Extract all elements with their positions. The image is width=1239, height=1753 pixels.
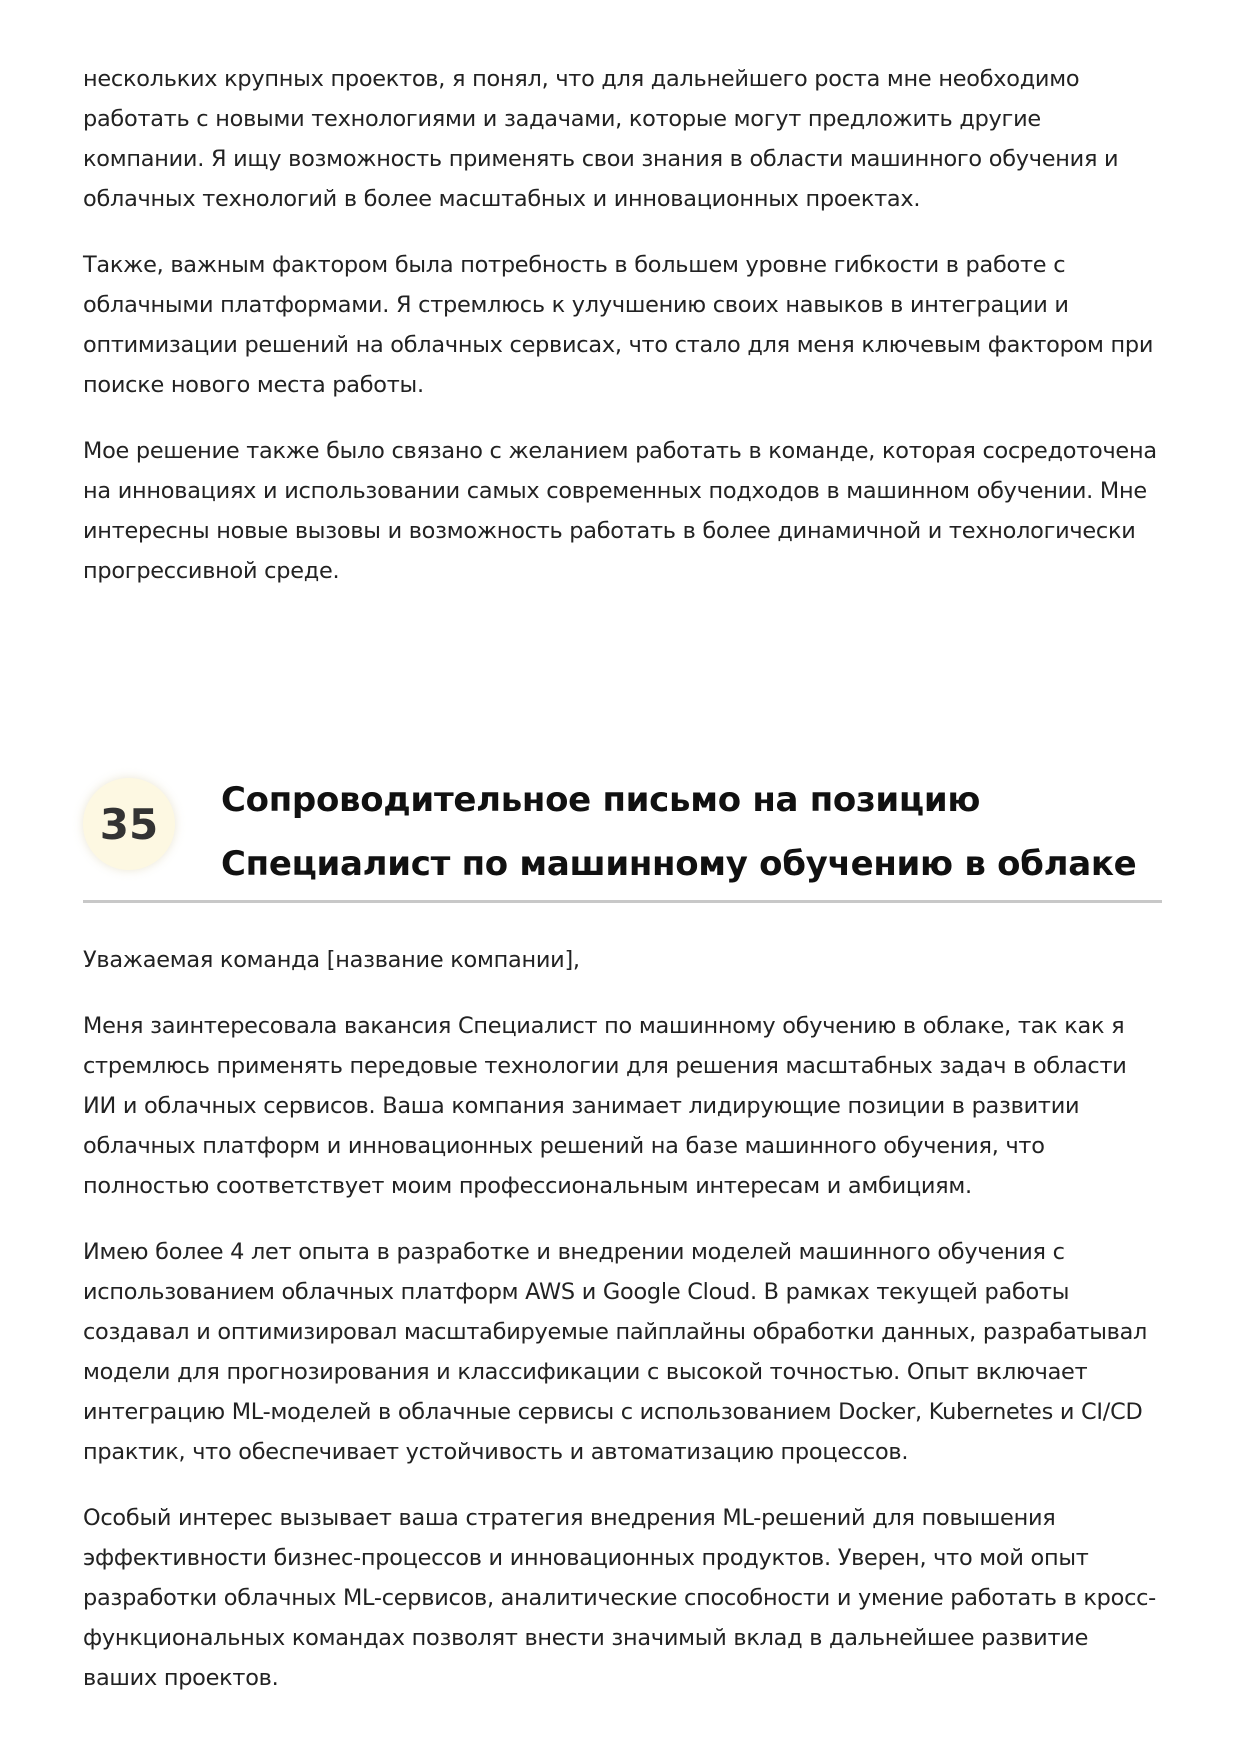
letter-paragraph: Имею более 4 лет опыта в разработке и внедрении моделей машинного обучения с использованием облачных платформ AWS и Google Cloud. В рамках текущей работы создавал и оптимизировал масштабируемые пайплайны обработки данных, разрабатывал модели для прогнозирования и классификации с высокой точностью. Опыт включает интеграцию ML-моделей в облачные сервисы с использованием Docker, Kubernetes и CI/CD практик, что обеспечивает устойчивость и автоматизацию процессов. <box>83 1239 1148 1465</box>
section-title-line-1: Сопроводительное письмо на позицию <box>221 780 981 820</box>
intro-paragraph: нескольких крупных проектов, я понял, что для дальнейшего роста мне необходимо работать с новыми технологиями и задачами, которые могут предложить другие компании. Я ищу возможность применять свои знания в области машинного обучения и облачных технологий в более масштабных и инновационных проектах. <box>83 66 1119 212</box>
letter-paragraph: Особый интерес вызывает ваша стратегия внедрения ML-решений для повышения эффективности бизнес-процессов и инновационных продуктов. Уверен, что мой опыт разработки облачных ML-сервисов, аналитические способности и умение работать в кросс-функциональных командах позволят внести значимый вклад в дальнейшее развитие ваших проектов. <box>83 1505 1157 1691</box>
section-title <box>221 768 1161 896</box>
letter-paragraph: Меня заинтересовала вакансия Специалист по машинному обучению в облаке, так как я стремлюсь применять передовые технологии для решения масштабных задач в области ИИ и облачных сервисов. Ваша компания занимает лидирующие позиции в развитии облачных платформ и инновационных решений на базе машинного обучения, что полностью соответствует моим профессиональным интересам и амбициям. <box>83 1013 1127 1199</box>
letter-greeting: Уважаемая команда [название компании], <box>83 947 580 973</box>
intro-paragraph: Мое решение также было связано с желанием работать в команде, которая сосредоточена на инновациях и использовании самых современных подходов в машинном обучении. Мне интересны новые вызовы и возможность работать в более динамичной и технологически прогрессивной среде. <box>83 438 1157 584</box>
section-number-badge: 35 <box>83 778 175 870</box>
section-heading <box>83 768 1162 903</box>
intro-paragraph: Также, важным фактором была потребность в большем уровне гибкости в работе с облачными платформами. Я стремлюсь к улучшению своих навыков в интеграции и оптимизации решений на облачных сервисах, что стало для меня ключевым фактором при поиске нового места работы. <box>83 252 1154 398</box>
letter-body <box>83 940 1161 1698</box>
section-title-line-2: Специалист по машинному обучению в облаке <box>221 844 1137 884</box>
intro-section <box>83 59 1161 591</box>
